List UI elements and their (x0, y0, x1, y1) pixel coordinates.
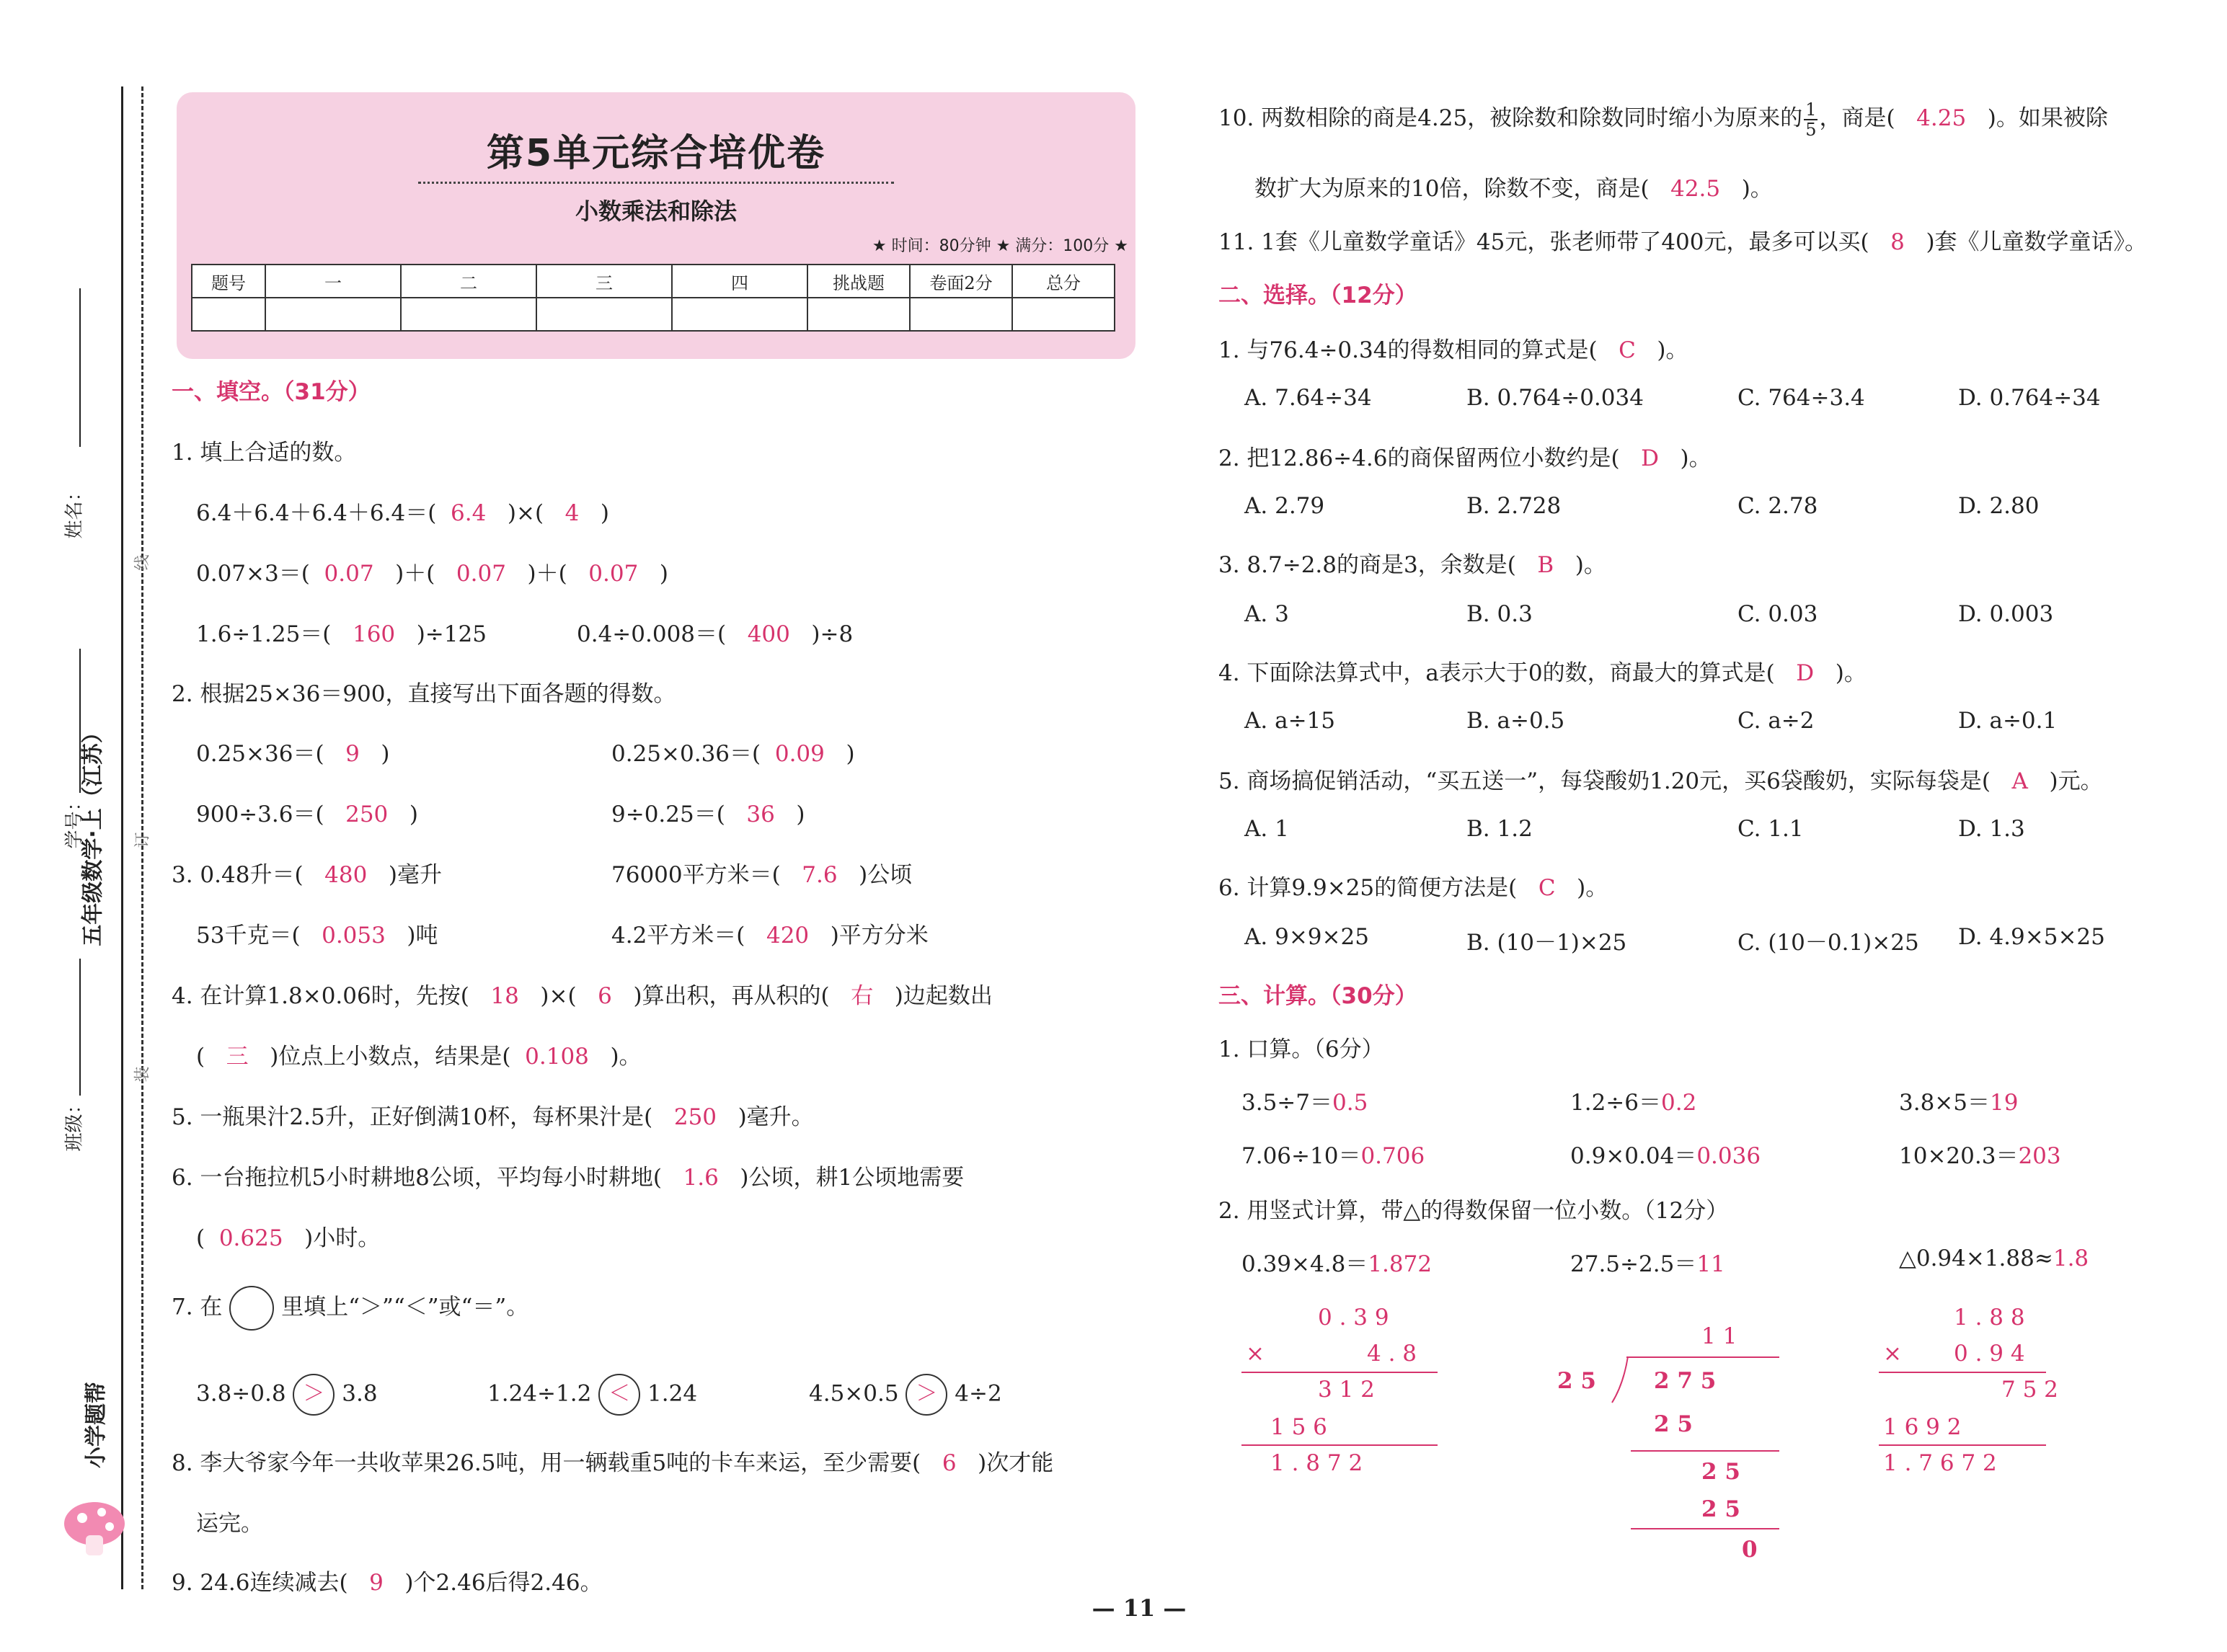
q8-line2: 运完。 (196, 1511, 263, 1537)
score-table (191, 264, 1115, 332)
brand-label: 小学题帮 (84, 1382, 109, 1468)
option[interactable]: C. a÷2 (1737, 708, 1815, 734)
class-label: 班级： (63, 1095, 86, 1152)
option[interactable]: D. 2.80 (1958, 493, 2040, 519)
empty-circle-icon (229, 1286, 274, 1331)
fraction: $\frac{1}{5}$ (1805, 99, 1817, 140)
option[interactable]: B. 0.764÷0.034 (1466, 385, 1644, 411)
seal-char-1: 线 (133, 554, 152, 571)
binding-solid-line (121, 86, 123, 1589)
q1-prompt: 1. 填上合适的数。 (172, 440, 357, 466)
q10-line1: 10. 两数相除的商是4.25，被除数和除数同时缩小为原来的 $\frac{1}{5}$ ，商是( 4.25 )。如果被除 (1218, 99, 2108, 140)
section-fill-in: 一、填空。（31分） (172, 379, 371, 405)
compare-circle[interactable]: ＞ (293, 1374, 335, 1416)
option[interactable]: A. 2.79 (1244, 493, 1325, 519)
seal-char-2: 订 (133, 832, 152, 848)
id-label: 学号： (63, 792, 86, 849)
q2c: 900÷3.6＝( 250 ) (196, 801, 418, 827)
option[interactable]: A. 3 (1244, 601, 1289, 627)
q10-line2: 数扩大为原来的10倍，除数不变，商是( 42.5 )。 (1254, 176, 1773, 202)
q2d: 9÷0.25＝( 36 ) (611, 801, 805, 827)
q2b: 0.25×0.36＝( 0.09 ) (611, 741, 855, 767)
score-header: 题号 (192, 265, 265, 298)
option[interactable]: A. a÷15 (1244, 708, 1335, 734)
score-header: 四 (672, 265, 807, 298)
grade-label: 五年级数学·上（江苏） (80, 721, 106, 946)
option[interactable]: D. a÷0.1 (1958, 708, 2058, 734)
option[interactable]: C. 1.1 (1737, 816, 1804, 842)
option[interactable]: D. 1.3 (1958, 816, 2025, 842)
q1b: 0.07×3＝( 0.07 )＋( 0.07 )＋( 0.07 ) (196, 561, 668, 587)
score-cell[interactable] (910, 298, 1012, 331)
c4-question: 4. 下面除法算式中，a表示大于0的数，商最大的算式是( D )。 (1218, 660, 1867, 686)
q9: 9. 24.6连续减去( 9 )个2.46后得2.46。 (172, 1570, 603, 1596)
score-cell[interactable] (401, 298, 536, 331)
q1a: 6.4＋6.4＋6.4＋6.4＝( 6.4 )×( 4 ) (196, 500, 610, 526)
score-cell[interactable] (536, 298, 672, 331)
oral-calc: 7.06÷10＝0.706 (1241, 1143, 1425, 1169)
score-cell[interactable] (1012, 298, 1115, 331)
oral-calc: 1.2÷6＝0.2 (1570, 1090, 1697, 1116)
vertical-calc-label: 27.5÷2.5＝11 (1570, 1251, 1725, 1277)
option[interactable]: D. 4.9×5×25 (1958, 924, 2105, 950)
k1-prompt: 1. 口算。（6分） (1218, 1036, 1384, 1062)
score-cell[interactable] (265, 298, 401, 331)
compare-circle[interactable]: ＞ (906, 1374, 947, 1416)
page-title: 第5单元综合培优卷 (486, 132, 826, 175)
q3c: 53千克＝( 0.053 )吨 (196, 923, 438, 949)
score-header: 三 (536, 265, 672, 298)
header-box (177, 92, 1135, 359)
title-dotted-rule (418, 182, 894, 184)
score-header: 卷面2分 (910, 265, 1012, 298)
option[interactable]: B. a÷0.5 (1466, 708, 1565, 734)
q6-line2: ( 0.625 )小时。 (196, 1225, 381, 1251)
q1c: 1.6÷1.25＝( 160 )÷125 (196, 621, 487, 647)
q11: 11. 1套《儿童数学童话》45元，张老师带了400元，最多可以买( 8 )套《儿童数学童话》。 (1218, 229, 2148, 255)
c1-question: 1. 与76.4÷0.34的得数相同的算式是( C )。 (1218, 337, 1688, 363)
q7a: 3.8÷0.8 ＞ 3.8 (196, 1374, 378, 1416)
option[interactable]: A. 7.64÷34 (1244, 385, 1372, 411)
page-subtitle: 小数乘法和除法 (575, 197, 737, 225)
q3a: 3. 0.48升＝( 480 )毫升 (172, 862, 442, 888)
name-label: 姓名： (63, 482, 86, 539)
option[interactable]: C. 2.78 (1737, 493, 1818, 519)
option[interactable]: C. (10－0.1)×25 (1737, 930, 1919, 956)
c2-question: 2. 把12.86÷4.6的商保留两位小数约是( D )。 (1218, 445, 1712, 471)
option[interactable]: B. 0.3 (1466, 601, 1533, 627)
c6-question: 6. 计算9.9×25的简便方法是( C )。 (1218, 875, 1608, 901)
k2-prompt: 2. 用竖式计算，带△的得数保留一位小数。（12分） (1218, 1198, 1729, 1224)
q3b: 76000平方米＝( 7.6 )公顷 (611, 862, 913, 888)
c5-question: 5. 商场搞促销活动，“买五送一”，每袋酸奶1.20元，买6袋酸奶，实际每袋是( A )元。 (1218, 768, 2103, 794)
oral-calc: 3.8×5＝19 (1899, 1090, 2019, 1116)
q7c: 4.5×0.5 ＞ 4÷2 (809, 1374, 1002, 1416)
option[interactable]: C. 0.03 (1737, 601, 1818, 627)
option[interactable]: D. 0.003 (1958, 601, 2054, 627)
option[interactable]: D. 0.764÷34 (1958, 385, 2101, 411)
score-header: 挑战题 (807, 265, 910, 298)
q4-line1: 4. 在计算1.8×0.06时，先按( 18 )×( 6 )算出积，再从积的( 右 )边起数出 (172, 983, 993, 1009)
option[interactable]: B. (10－1)×25 (1466, 930, 1627, 956)
oral-calc: 0.9×0.04＝0.036 (1570, 1143, 1761, 1169)
vertical-calc-label: △0.94×1.88≈1.8 (1899, 1245, 2089, 1271)
q7-prompt: 7. 在 里填上“＞”“＜”或“＝”。 (172, 1286, 528, 1331)
score-cell[interactable] (192, 298, 265, 331)
score-cell[interactable] (672, 298, 807, 331)
division-bracket-icon (1609, 1355, 1631, 1405)
class-write-line (79, 959, 81, 1096)
vertical-calc-label: 0.39×4.8＝1.872 (1241, 1251, 1433, 1277)
name-write-line (79, 288, 81, 447)
seal-char-3: 装 (133, 1066, 152, 1083)
exam-meta: ★ 时间：80分钟 ★ 满分：100分 ★ (872, 237, 1128, 255)
option[interactable]: B. 1.2 (1466, 816, 1533, 842)
option[interactable]: A. 9×9×25 (1244, 924, 1369, 950)
score-header: 二 (401, 265, 536, 298)
section-choice: 二、选择。（12分） (1218, 283, 1417, 308)
q5: 5. 一瓶果汁2.5升，正好倒满10杯，每杯果汁是( 250 )毫升。 (172, 1104, 814, 1130)
q1d: 0.4÷0.008＝( 400 )÷8 (577, 621, 854, 647)
oral-calc: 10×20.3＝203 (1899, 1143, 2061, 1169)
option[interactable]: B. 2.728 (1466, 493, 1562, 519)
oral-calc: 3.5÷7＝0.5 (1241, 1090, 1368, 1116)
q7b: 1.24÷1.2 ＜ 1.24 (487, 1374, 697, 1416)
option[interactable]: C. 764÷3.4 (1737, 385, 1865, 411)
compare-circle[interactable]: ＜ (598, 1374, 640, 1416)
score-header: 总分 (1012, 265, 1115, 298)
page-number: — 11 — (1092, 1594, 1187, 1622)
q8-line1: 8. 李大爷家今年一共收苹果26.5吨，用一辆载重5吨的卡车来运，至少需要( 6 )次才能 (172, 1450, 1054, 1476)
score-cell[interactable] (807, 298, 910, 331)
q3d: 4.2平方米＝( 420 )平方分米 (611, 923, 929, 949)
section-calculation: 三、计算。（30分） (1218, 983, 1417, 1009)
q2a: 0.25×36＝( 9 ) (196, 741, 390, 767)
option[interactable]: A. 1 (1244, 816, 1289, 842)
q6-line1: 6. 一台拖拉机5小时耕地8公顷，平均每小时耕地( 1.6 )公顷，耕1公顷地需要 (172, 1165, 965, 1191)
score-header: 一 (265, 265, 401, 298)
q2-prompt: 2. 根据25×36＝900，直接写出下面各题的得数。 (172, 681, 676, 707)
c3-question: 3. 8.7÷2.8的商是3，余数是( B )。 (1218, 552, 1606, 578)
mushroom-mascot-icon (62, 1499, 127, 1557)
q4-line2: ( 三 )位点上小数点，结果是( 0.108 )。 (196, 1044, 642, 1070)
